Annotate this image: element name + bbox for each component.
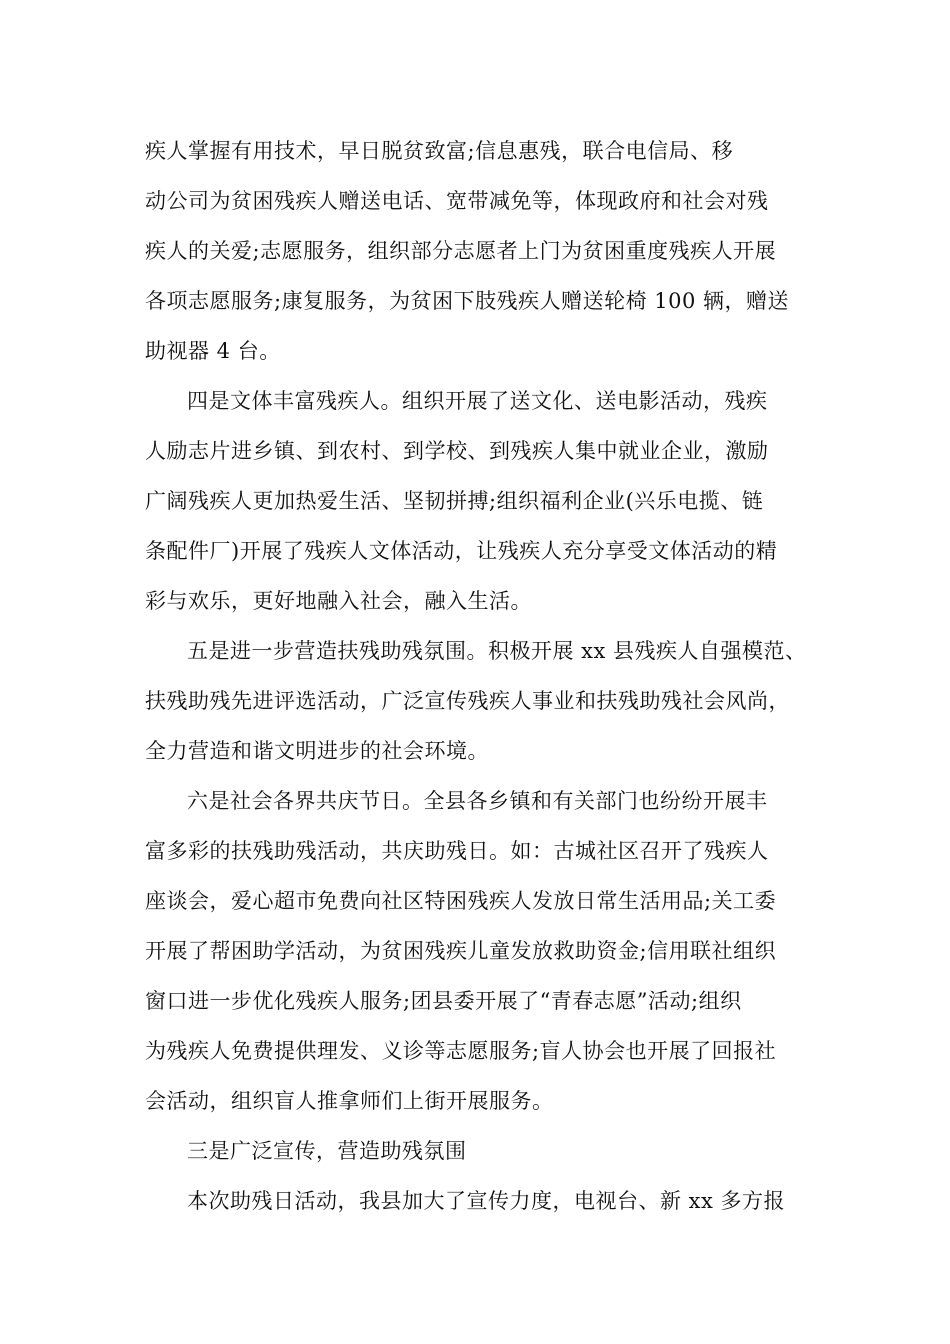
text-line: 动公司为贫困残疾人赠送电话、宽带减免等，体现政府和社会对残: [145, 189, 769, 213]
paragraph-start-line: 六是社会各界共庆节日。全县各乡镇和有关部门也纷纷开展丰: [187, 789, 768, 813]
text-line: 为残疾人免费提供理发、义诊等志愿服务;盲人协会也开展了回报社: [145, 1039, 777, 1063]
paragraph-start-line: 四是文体丰富残疾人。组织开展了送文化、送电影活动，残疾: [187, 389, 768, 413]
text-line: 全力营造和谐文明进步的社会环境。: [145, 739, 489, 763]
text-line: 扶残助残先进评选活动，广泛宣传残疾人事业和扶残助残社会风尚，: [145, 689, 790, 713]
text-line: 富多彩的扶残助残活动，共庆助残日。如：古城社区召开了残疾人: [145, 839, 769, 863]
text-line: 窗口进一步优化残疾人服务;团县委开展了“青春志愿”活动;组织: [145, 989, 742, 1013]
paragraph-start-line: 五是进一步营造扶残助残氛围。积极开展 xx 县残疾人自强模范、: [187, 639, 807, 663]
text-line: 人励志片进乡镇、到农村、到学校、到残疾人集中就业企业，激励: [145, 439, 769, 463]
text-line: 会活动，组织盲人推拿师们上街开展服务。: [145, 1089, 554, 1113]
text-line: 开展了帮困助学活动，为贫困残疾儿童发放救助资金;信用联社组织: [145, 939, 777, 963]
text-line: 广阔残疾人更加热爱生活、坚韧拼搏;组织福利企业(兴乐电揽、链: [145, 489, 764, 513]
text-line: 疾人的关爱;志愿服务，组织部分志愿者上门为贫困重度残疾人开展: [145, 239, 777, 263]
text-line: 各项志愿服务;康复服务，为贫困下肢残疾人赠送轮椅 100 辆，赠送: [145, 289, 790, 313]
paragraph-start-line: 本次助残日活动，我县加大了宣传力度，电视台、新 xx 多方报: [187, 1189, 786, 1213]
text-line: 彩与欢乐，更好地融入社会，融入生活。: [145, 589, 532, 613]
text-line: 助视器 4 台。: [145, 339, 281, 363]
text-line: 疾人掌握有用技术，早日脱贫致富;信息惠残，联合电信局、移: [145, 139, 734, 163]
text-line: 条配件厂)开展了残疾人文体活动，让残疾人充分享受文体活动的精: [145, 539, 778, 563]
section-heading: 三是广泛宣传，营造助残氛围: [187, 1139, 467, 1163]
text-line: 座谈会，爱心超市免费向社区特困残疾人发放日常生活用品;关工委: [145, 889, 777, 913]
